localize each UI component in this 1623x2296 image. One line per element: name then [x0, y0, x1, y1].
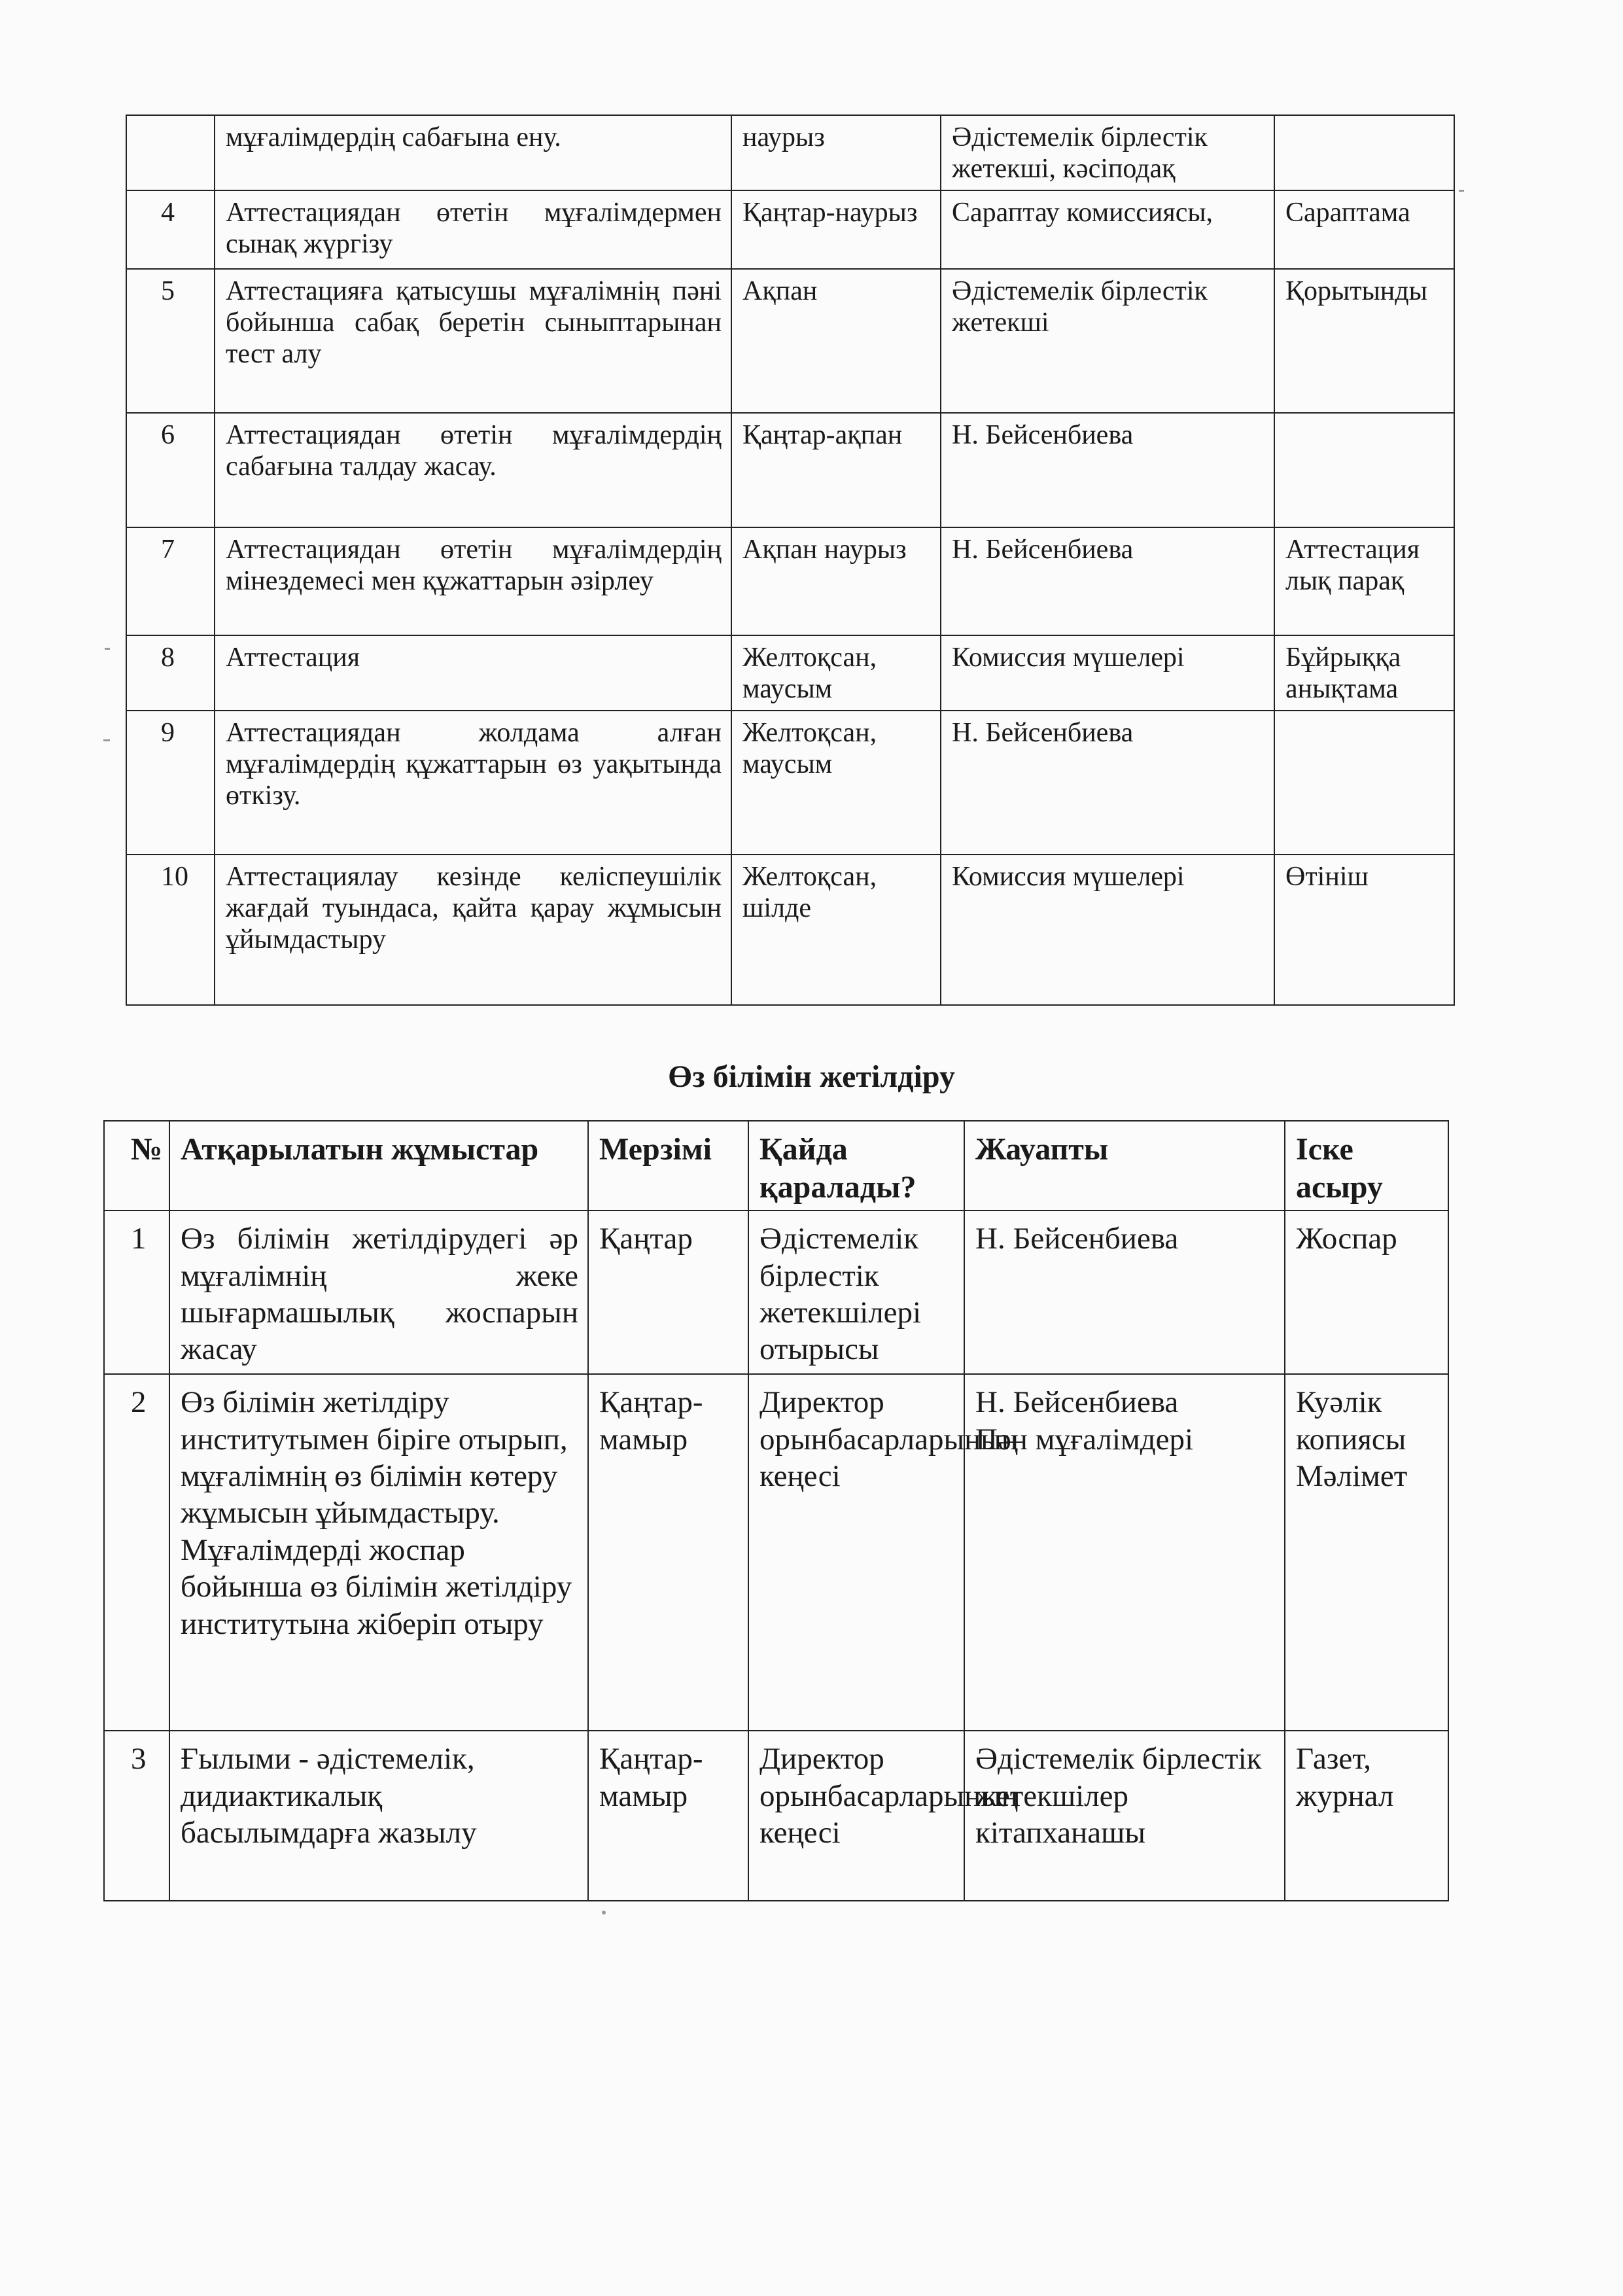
responsible: Комиссия мүшелері [941, 635, 1274, 711]
term: Қаңтар-наурыз [731, 190, 941, 269]
responsible: Сараптау комиссиясы, [941, 190, 1274, 269]
scan-mark [103, 739, 110, 741]
implementation: Газет, журнал [1285, 1731, 1448, 1901]
result: Аттестация лық парақ [1274, 527, 1454, 635]
column-header-work: Атқарылатын жұмыстар [169, 1121, 588, 1210]
work-description: Өз білімін жетілдірудегі әр мұғалімнің жеке шығармашылық жоспарын жасау [169, 1210, 588, 1374]
table-row [126, 527, 1454, 635]
responsible: Н. Бейсенбиева [941, 711, 1274, 855]
term: Желтоқсан, маусым [731, 635, 941, 711]
row-number: 10 [126, 855, 215, 1005]
table-row [126, 115, 1454, 190]
responsible: Н. Бейсенбиева [941, 527, 1274, 635]
work-description: Ғылыми - әдістемелік, дидиактикалық басылымдарға жазылу [169, 1731, 588, 1901]
row-number: 8 [126, 635, 215, 711]
work-description: Аттестациядан жолдама алған мұғалімдердің құжаттарын өз уақытында өткізу. [215, 711, 731, 855]
responsible: Н. Бейсенбиева [941, 413, 1274, 527]
table-header-row [104, 1121, 1448, 1210]
responsible: Н. Бейсенбиева [964, 1210, 1285, 1374]
section-title: Өз білімін жетілдіру [668, 1059, 955, 1094]
row-number [126, 115, 215, 190]
work-description: Аттестациядан өтетін мұғалімдердің сабағына талдау жасау. [215, 413, 731, 527]
where-reviewed: Директор орынбасарларының кеңесі [748, 1374, 964, 1731]
table-row [126, 413, 1454, 527]
term: Ақпан наурыз [731, 527, 941, 635]
responsible: Әдістемелік бірлестік жетекшілер кітапханашы [964, 1731, 1285, 1901]
work-description: мұғалімдердің сабағына ену. [215, 115, 731, 190]
table-row [126, 855, 1454, 1005]
result: Өтініш [1274, 855, 1454, 1005]
attestation-plan-table [126, 115, 1455, 1006]
row-number: 1 [104, 1210, 169, 1374]
term: Қаңтар-мамыр [588, 1374, 748, 1731]
work-description: Аттестациядан өтетін мұғалімдердің мінездемесі мен құжаттарын әзірлеу [215, 527, 731, 635]
result [1274, 413, 1454, 527]
column-header-number: № [104, 1121, 169, 1210]
work-description: Аттестация [215, 635, 731, 711]
scan-mark [1459, 190, 1464, 192]
term: Қаңтар-мамыр [588, 1731, 748, 1901]
self-education-table [103, 1120, 1449, 1901]
implementation: Жоспар [1285, 1210, 1448, 1374]
work-description: Аттестациядан өтетін мұғалімдермен сынақ жүргізу [215, 190, 731, 269]
result [1274, 711, 1454, 855]
term: Қаңтар [588, 1210, 748, 1374]
responsible: Әдістемелік бірлестік жетекші [941, 269, 1274, 413]
row-number: 7 [126, 527, 215, 635]
work-description: Аттестацияға қатысушы мұғалімнің пәні бойынша сабақ беретін сыныптарынан тест алу [215, 269, 731, 413]
scan-mark [105, 648, 110, 650]
term: Ақпан [731, 269, 941, 413]
where-reviewed: Директор орынбасарларының кеңесі [748, 1731, 964, 1901]
column-header-term: Мерзімі [588, 1121, 748, 1210]
table-row [104, 1374, 1448, 1731]
term: Желтоқсан, маусым [731, 711, 941, 855]
table-row [126, 711, 1454, 855]
result: Бұйрыққа анықтама [1274, 635, 1454, 711]
result: Сараптама [1274, 190, 1454, 269]
row-number: 4 [126, 190, 215, 269]
responsible: Комиссия мүшелері [941, 855, 1274, 1005]
table-row [126, 190, 1454, 269]
column-header-where: Қайда қаралады? [748, 1121, 964, 1210]
row-number: 2 [104, 1374, 169, 1731]
row-number: 5 [126, 269, 215, 413]
term: Қаңтар-ақпан [731, 413, 941, 527]
row-number: 9 [126, 711, 215, 855]
term: Желтоқсан, шілде [731, 855, 941, 1005]
table-row [104, 1731, 1448, 1901]
where-reviewed: Әдістемелік бірлестік жетекшілері отырысы [748, 1210, 964, 1374]
term: наурыз [731, 115, 941, 190]
scan-mark [602, 1911, 606, 1915]
responsible: Әдістемелік бірлестік жетекші, кәсіподақ [941, 115, 1274, 190]
table-row [126, 635, 1454, 711]
column-header-implementation: Іске асыру [1285, 1121, 1448, 1210]
column-header-responsible: Жауапты [964, 1121, 1285, 1210]
result: Қорытынды [1274, 269, 1454, 413]
responsible: Н. Бейсенбиева Пән мұғалімдері [964, 1374, 1285, 1731]
row-number: 6 [126, 413, 215, 527]
table-row [104, 1210, 1448, 1374]
row-number: 3 [104, 1731, 169, 1901]
work-description: Өз білімін жетілдіру институтымен біріге отырып, мұғалімнің өз білімін көтеру жұмысын ұйымдастыру. Мұғалімдерді жоспар бойынша өз білімін жетілдіру институтына жіберіп отыру [169, 1374, 588, 1731]
implementation: Куәлік копиясы Мәлімет [1285, 1374, 1448, 1731]
table-row [126, 269, 1454, 413]
work-description: Аттестациялау кезінде келіспеушілік жағдай туындаса, қайта қарау жұмысын ұйымдастыру [215, 855, 731, 1005]
result [1274, 115, 1454, 190]
